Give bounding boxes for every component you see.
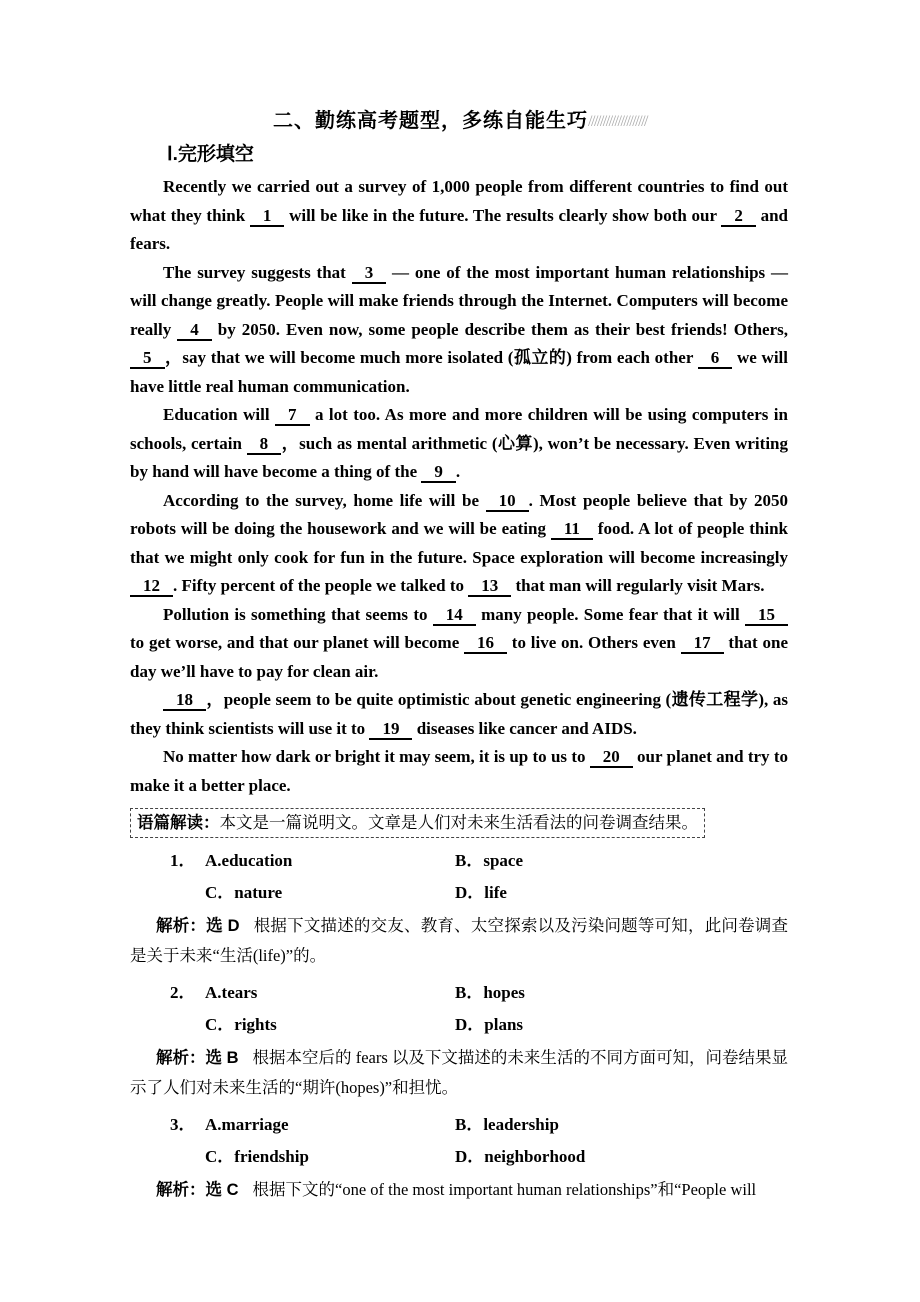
analysis-3: [130, 1175, 788, 1205]
cloze-blank-20: 20: [590, 748, 633, 768]
document-content: [130, 142, 788, 1205]
analysis-text: 根据下文描述的交友、教育、太空探索以及污染问题等可知，此问卷调查是关于未来“生活(life)”的。: [130, 916, 789, 965]
question-block-2: [130, 977, 788, 1102]
summary-text: 本文是一篇说明文。文章是人们对未来生活看法的问卷调查结果。: [219, 813, 698, 832]
option-a: A.education: [205, 851, 293, 870]
analysis-text: 根据下文的“one of the most important human relationships”和“People will: [252, 1180, 757, 1199]
cloze-blank-12: 12: [130, 577, 173, 597]
analysis-verdict: 选 C: [205, 1181, 239, 1199]
cloze-blank-9: 9: [421, 463, 456, 483]
option-d: D．neighborhood: [455, 1146, 586, 1166]
option-b: B．hopes: [455, 983, 525, 1002]
analysis-text: 根据本空后的 fears 以及下文描述的未来生活的不同方面可知，问卷结果显示了人们对未来生活的“期许(hopes)”和担忧。: [130, 1048, 789, 1097]
question-number: [170, 1141, 205, 1173]
analysis-label: 解析：: [156, 1181, 206, 1199]
question-number: 1．: [170, 851, 196, 870]
option-a: A.marriage: [205, 1115, 289, 1134]
passage-paragraph-5: Pollution is something that seems to 14 many people. Some fear that it will 15 to get worse, and that our planet will become 16 to live on. Others even 17 that one day we’ll have to pay for clean air.: [130, 604, 788, 681]
section-heading: Ⅰ.完形填空: [167, 144, 254, 165]
passage-paragraph-1: Recently we carried out a survey of 1,000 people from different countries to find out what they think 1 will be like in the future. The results clearly show both our 2 and fears.: [130, 177, 788, 253]
option-row: [130, 1141, 788, 1173]
cloze-blank-7: 7: [275, 406, 310, 426]
hatch-decoration-icon: ////////////////////: [588, 113, 647, 130]
cloze-blank-3: 3: [352, 264, 387, 284]
option-row: [130, 877, 788, 909]
analysis-label: 解析：: [156, 917, 207, 935]
cloze-blank-17: 17: [681, 634, 724, 654]
option-b: B．leadership: [455, 1115, 559, 1134]
question-number: 2．: [170, 983, 196, 1002]
option-c: C．friendship: [205, 1146, 309, 1166]
cloze-blank-13: 13: [468, 577, 511, 597]
cloze-blank-11: 11: [551, 520, 593, 540]
cloze-blank-8: 8: [247, 435, 282, 455]
cloze-blank-15: 15: [745, 606, 788, 626]
option-d: D．life: [455, 882, 507, 902]
passage-paragraph-2: The survey suggests that 3 — one of the most important human relationships — will change greatly. People will make friends through the Internet. Computers will become really 4 by 2050. Even now, some people describe them as their best friends! Others, 5 ，say that we will become much more isolated (孤立的) from each other 6 we will have little real human communication.: [130, 262, 788, 396]
option-d: D．plans: [455, 1014, 524, 1034]
option-row: [130, 1109, 788, 1141]
option-c: C．rights: [205, 1014, 277, 1034]
cloze-blank-14: 14: [433, 606, 476, 626]
cloze-blank-10: 10: [486, 492, 529, 512]
cloze-blank-6: 6: [698, 349, 733, 369]
summary-label: 语篇解读：: [137, 814, 220, 832]
analysis-2: [130, 1043, 788, 1102]
option-c: C．nature: [205, 882, 283, 902]
cloze-blank-1: 1: [250, 207, 285, 227]
cloze-blank-19: 19: [369, 720, 412, 740]
passage-paragraph-3: Education will 7 a lot too. As more and more children will be using computers in schools, certain 8 ，such as mental arithmetic (心算), won’t be necessary. Even writing by hand will have become a thing of the 9 .: [130, 405, 788, 481]
analysis-1: [130, 911, 788, 970]
passage-paragraph-6: 18 ，people seem to be quite optimistic about genetic engineering (遗传工程学), as they think scientists will use it to 19 diseases like cancer and AIDS.: [130, 690, 788, 738]
questions: [130, 845, 788, 1205]
question-block-3: [130, 1109, 788, 1205]
cloze-blank-4: 4: [177, 321, 212, 341]
option-a: A.tears: [205, 983, 258, 1002]
passage-summary-box: [130, 808, 705, 838]
question-block-1: [130, 845, 788, 970]
option-row: [130, 1009, 788, 1041]
passage-paragraph-4: According to the survey, home life will be 10 . Most people believe that by 2050 robots will be doing the housework and we will be eating 11 food. A lot of people think that we might only cook for fun in the future. Space exploration will become increasingly 12 . Fifty percent of the people we talked to 13 that man will regularly visit Mars.: [130, 490, 788, 595]
cloze-passage: [130, 173, 788, 800]
analysis-verdict: 选 D: [206, 917, 240, 935]
cloze-blank-16: 16: [464, 634, 507, 654]
question-number: [170, 877, 205, 909]
page-title: 二、勤练高考题型，多练自能生巧: [273, 110, 589, 132]
option-b: B．space: [455, 851, 523, 870]
cloze-blank-5: 5: [130, 349, 165, 369]
question-number: [170, 1009, 205, 1041]
cloze-blank-18: 18: [163, 691, 206, 711]
option-row: [130, 845, 788, 877]
analysis-label: 解析：: [156, 1049, 206, 1067]
option-row: [130, 977, 788, 1009]
cloze-blank-2: 2: [721, 207, 756, 227]
question-number: 3．: [170, 1115, 196, 1134]
analysis-verdict: 选 B: [205, 1049, 239, 1067]
passage-paragraph-7: No matter how dark or bright it may seem, it is up to us to 20 our planet and try to make it a better place.: [130, 747, 788, 795]
page-header: [0, 0, 920, 133]
